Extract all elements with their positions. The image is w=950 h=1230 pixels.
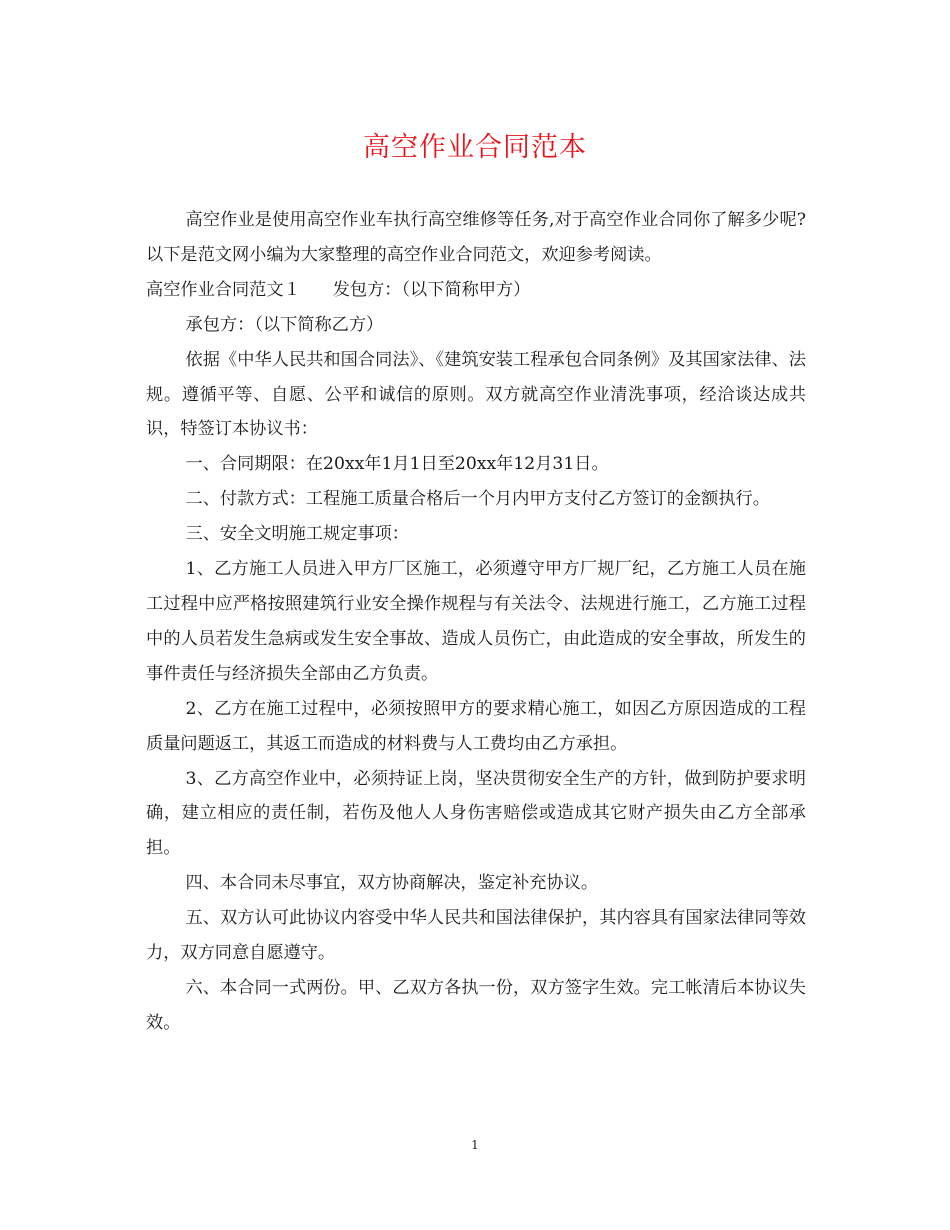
section-heading-line [146, 273, 806, 308]
basis-paragraph: 依据《中华人民共和国合同法》、《建筑安装工程承包合同条例》及其国家法律、法规。遵循平等、自愿、公平和诚信的原则。双方就高空作业清洗事项，经洽谈达成共识，特签订本协议书： [146, 349, 806, 440]
clause-2: 二、付款方式：工程施工质量合格后一个月内甲方支付乙方签订的金额执行。 [185, 489, 770, 510]
clause-4: 四、本合同未尽事宜，双方协商解决，鉴定补充协议。 [185, 873, 599, 894]
clause-3-item-1: 1、乙方施工人员进入甲方厂区施工，必须遵守甲方厂规厂纪，乙方施工人员在施工过程中应严格按照建筑行业安全操作规程与有关法令、法规进行施工，乙方施工过程中的人员若发生急病或发生安全事故、造成人员伤亡，由此造成的安全事故，所发生的事件责任与经济损失全部由乙方负责。 [146, 559, 806, 684]
document-title: 高空作业合同范本 [363, 132, 587, 163]
section-label: 高空作业合同范文１ [146, 279, 301, 300]
clause-3-item-3: 3、乙方高空作业中，必须持证上岗，坚决贯彻安全生产的方针，做到防护要求明确，建立相应的责任制，若伤及他人人身伤害赔偿或造成其它财产损失由乙方全部承担。 [146, 768, 806, 859]
document-body [146, 203, 806, 1041]
clause-6: 六、本合同一式两份。甲、乙双方各执一份，双方签字生效。完工帐清后本协议失效。 [146, 977, 806, 1033]
clause-5: 五、双方认可此协议内容受中华人民共和国法律保护，其内容具有国家法律同等效力，双方同意自愿遵守。 [146, 908, 806, 964]
clause-3-item-2: 2、乙方在施工过程中，必须按照甲方的要求精心施工，如因乙方原因造成的工程质量问题返工，其返工而造成的材料费与人工费均由乙方承担。 [146, 698, 806, 754]
party-b-line: 承包方：（以下简称乙方） [185, 314, 384, 335]
intro-paragraph: 高空作业是使用高空作业车执行高空维修等任务,对于高空作业合同你了解多少呢?以下是范文网小编为大家整理的高空作业合同范文，欢迎参考阅读。 [146, 210, 806, 265]
party-a-line: 发包方：（以下简称甲方） [332, 279, 531, 300]
page-number: 1 [471, 1138, 479, 1152]
clause-1: 一、合同期限：在20xx年1月1日至20xx年12月31日。 [185, 454, 609, 475]
clause-3: 三、安全文明施工规定事项： [185, 524, 409, 545]
